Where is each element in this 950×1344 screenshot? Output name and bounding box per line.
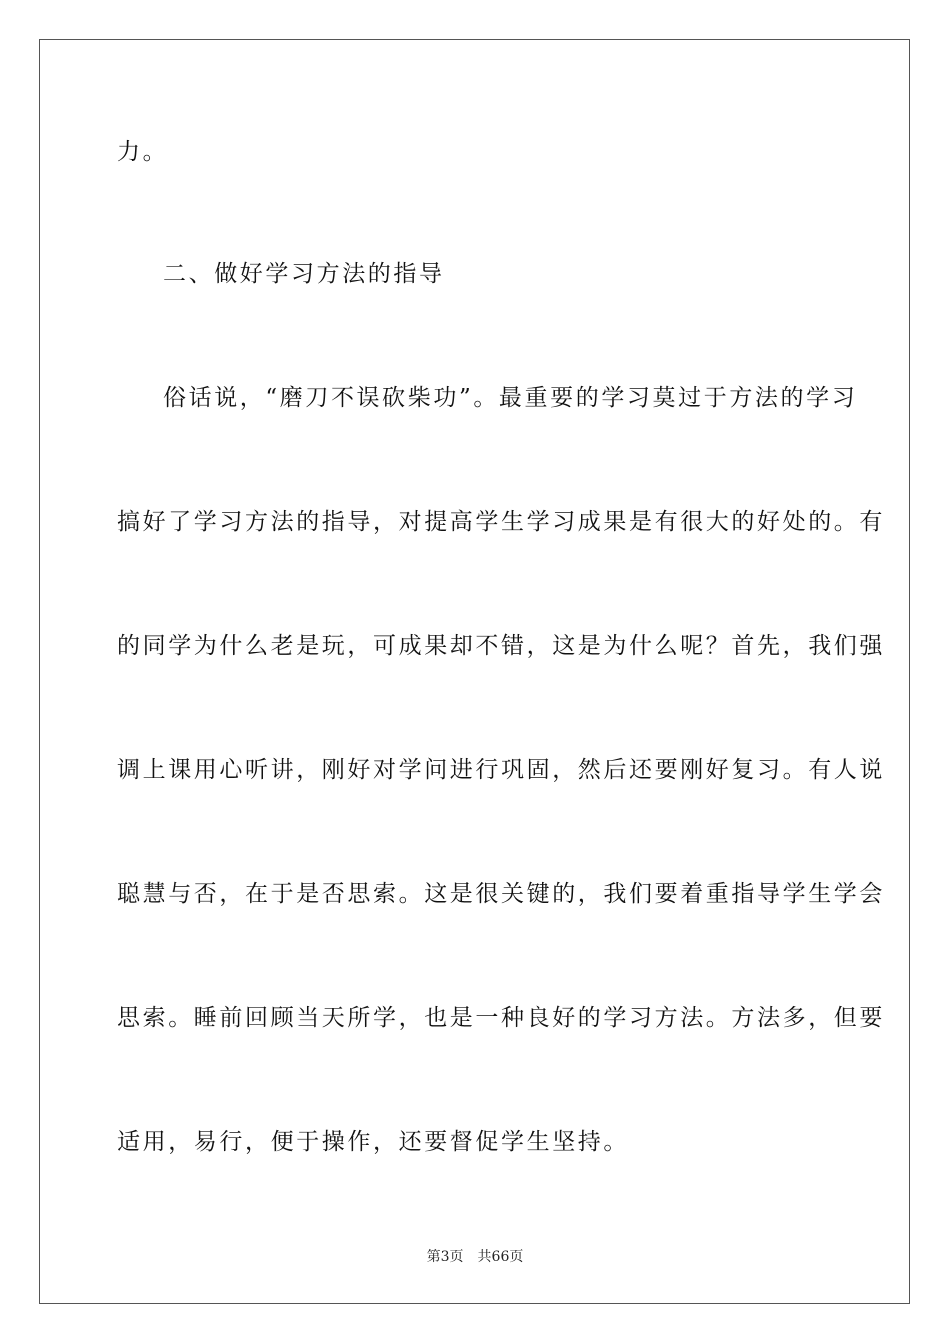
paragraph-line: 聪慧与否，在于是否思索。这是很关键的，我们要着重指导学生学会 — [117, 881, 885, 907]
paragraph-line: 俗话说，“磨刀不误砍柴功”。最重要的学习莫过于方法的学习 — [163, 385, 858, 411]
page-frame — [39, 39, 910, 1304]
paragraph-line: 力。 — [117, 139, 169, 165]
paragraph-line: 的同学为什么老是玩，可成果却不错，这是为什么呢？首先，我们强 — [117, 633, 885, 659]
paragraph-line: 调上课用心听讲，刚好对学问进行巩固，然后还要刚好复习。有人说 — [117, 757, 885, 783]
paragraph-line: 适用，易行，便于操作，还要督促学生坚持。 — [117, 1129, 629, 1155]
page-number: 第3页 — [426, 1249, 464, 1265]
page-total: 共66页 — [477, 1249, 524, 1265]
page-footer — [0, 1247, 950, 1267]
paragraph-line: 搞好了学习方法的指导，对提高学生学习成果是有很大的好处的。有 — [117, 509, 885, 535]
section-heading: 二、做好学习方法的指导 — [163, 261, 445, 287]
paragraph-line: 思索。睡前回顾当天所学，也是一种良好的学习方法。方法多，但要 — [117, 1005, 885, 1031]
